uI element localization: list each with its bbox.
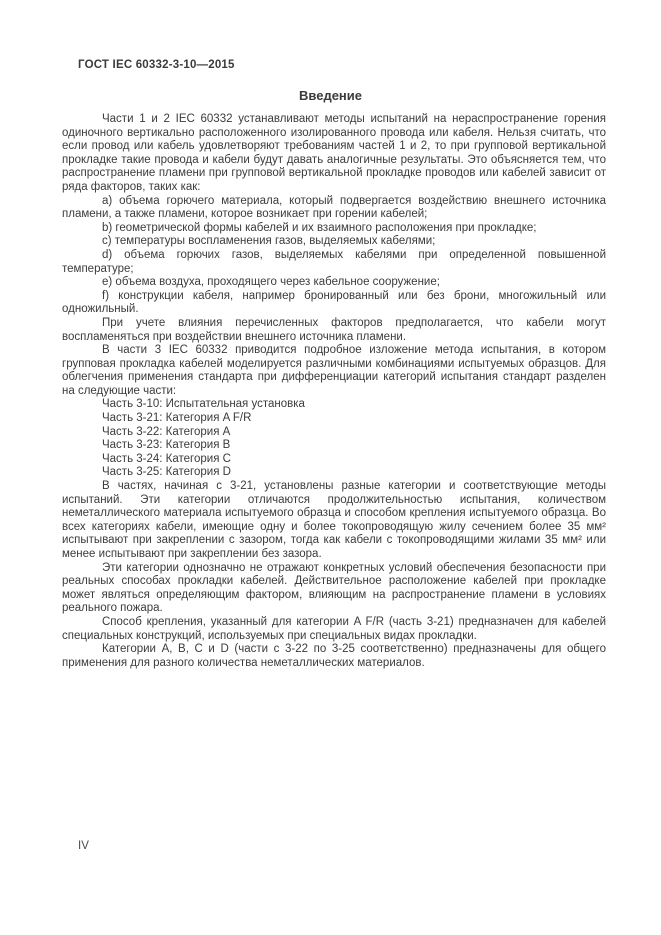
page-title: Введение [299, 88, 362, 103]
paragraph-categories-purpose: Категории A, B, C и D (части с 3-22 по 3-25 соответственно) предназначены для общего применения для разного количества неметаллических материалов. [62, 643, 606, 669]
part-item-3-23: Часть 3-23: Категория B [102, 439, 231, 452]
list-item-a: a) объема горючего материала, который подвергается воздействию внешнего источника пламени, а также пламени, которое возникает при горении кабелей; [62, 194, 606, 221]
part-item-3-24: Часть 3-24: Категория C [102, 452, 231, 465]
list-item-e: e) объема воздуха, проходящего через кабельное сооружение; [102, 276, 440, 289]
paragraph-part3-overview: В части 3 IEC 60332 приводится подробное изложение метода испытания, в котором групповая прокладка кабелей моделируется различными комбинациями испытуемых образцов. Для облегчения применения стандарта при дифференциации категорий испытания стандарт разделен на следующие части: [62, 344, 606, 397]
list-item-b: b) геометрической формы кабелей и их взаимного расположения при прокладке; [102, 221, 537, 234]
paragraph-intro: Части 1 и 2 IEC 60332 устанавливают методы испытаний на нераспространение горения одиночного вертикально расположенного изолированного провода или кабеля. Нельзя считать, что если провод или кабель удовлетворяют требованиям частей 1 и 2, то при групповой вертикальной прокладке такие провода и кабели будут давать аналогичные результаты. Это объясняется тем, что распространение пламени при групповой вертикальной прокладке проводов или кабелей зависит от ряда факторов, таких как: [62, 113, 606, 193]
paragraph-categories-note: Эти категории однозначно не отражают конкретных условий обеспечения безопасности при реальных способах прокладки кабелей. Действительное расположение кабелей при прокладке может являться определяющим фактором, влияющим на распространение пламени в условиях реального пожара. [62, 561, 606, 615]
list-item-d: d) объема горючих газов, выделяемых кабелями при определенной повышенной температуре; [62, 248, 606, 275]
paragraph-factors-note: При учете влияния перечисленных факторов предполагается, что кабели могут воспламеняться при воздействии внешнего источника пламени. [62, 316, 606, 343]
part-item-3-21: Часть 3-21: Категория A F/R [102, 412, 252, 425]
paragraph-categories-detail: В частях, начиная с 3-21, установлены разные категории и соответствующие методы испытаний. Эти категории отличаются продолжительностью испытания, количеством неметаллического материала испытуемого образца и способом крепления испытуемого образца. Во всех категориях кабели, имеющие одну и более токопроводящую жилу сечением более 35 мм² испытывают при закреплении с зазором, тогда как кабели с токопроводящими жилами 35 мм² или менее испытывают при закреплении без зазора. [62, 480, 606, 560]
document-body [62, 113, 606, 670]
part-item-3-22: Часть 3-22: Категория A [102, 425, 231, 438]
page-number: IV [78, 840, 89, 852]
part-item-3-25: Часть 3-25: Категория D [102, 466, 231, 479]
paragraph-mounting-method: Способ крепления, указанный для категории A F/R (часть 3-21) предназначен для кабелей специальных конструкций, используемых при специальных видах прокладки. [62, 615, 606, 642]
list-item-f: f) конструкции кабеля, например бронированный или без брони, многожильный или одножильный. [62, 289, 606, 316]
document-designation: ГОСТ IEC 60332-3-10—2015 [78, 59, 235, 71]
list-item-c: c) температуры воспламенения газов, выделяемых кабелями; [102, 235, 436, 248]
part-item-3-10: Часть 3-10: Испытательная установка [102, 398, 305, 411]
